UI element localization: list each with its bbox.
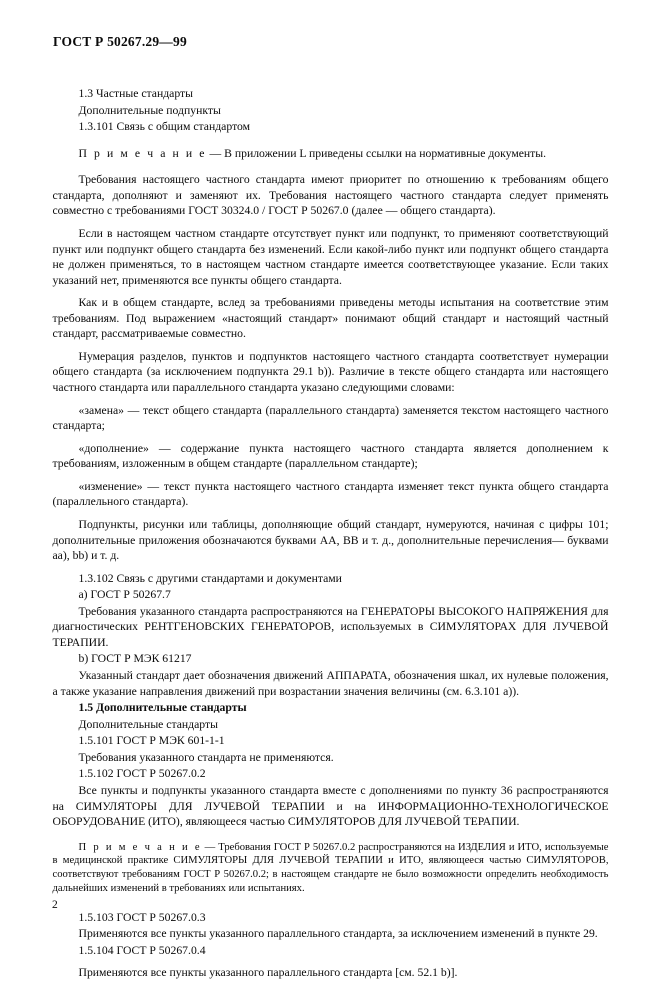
paragraph-4: Нумерация разделов, пунктов и подпунктов настоящего частного стандарта соответствует нумерации общего стандарта (за исключением подпункта 29.1 b)). Различие в тексте общего стандарта или настоящего частного стандарта или параллельного стандарта указано следующими словами: [52, 349, 609, 394]
section-1-3-heading-group [53, 86, 609, 135]
note-1-text: — В приложении L приведены ссылки на нормативные документы. [206, 146, 547, 160]
paragraph-10: Применяются все пункты указанного параллельного стандарта, за исключением изменений в пункте 29. [78, 927, 598, 941]
note-1 [53, 146, 609, 162]
paragraph-7: Указанный стандарт дает обозначения движений АППАРАТА, обозначения шкал, их нулевые положения, а также указание направления движений при возрастании значения величины (см. 6.3.101 а)). [52, 669, 609, 698]
list-item-zamena: «замена» — текст общего стандарта (параллельного стандарта) заменяется текстом настоящего частного стандарта; [52, 403, 609, 433]
paragraph-5: Подпункты, рисунки или таблицы, дополняющие общий стандарт, нумеруются, начиная с цифры 101; дополнительные приложения обозначаются буквами АА, ВВ и т. д., дополнительные перечисления— буквами аа), bb) и т. д. [52, 517, 609, 563]
paragraph-3: Как и в общем стандарте, вслед за требованиями приведены методы испытания на соответствие этим требованиям. Под выражением «настоящий стандарт» понимают общий стандарт и настоящий частный стандарт, рассматриваемые совместно. [52, 296, 609, 341]
paragraph-6: Требования указанного стандарта распространяются на ГЕНЕРАТОРЫ ВЫСОКОГО НАПРЯЖЕНИЯ для диагностических РЕНТГЕНОВСКИХ ГЕНЕРАТОРОВ, используемых в СИМУЛЯТОРАХ ДЛЯ ЛУЧЕВОЙ ТЕРАПИИ. [52, 604, 609, 649]
heading-1-3-102: 1.3.102 Связь с другими стандартами и документами [78, 571, 342, 585]
heading-1-5-103: 1.5.103 ГОСТ Р 50267.0.3 [78, 910, 206, 924]
heading-1-5-102: 1.5.102 ГОСТ Р 50267.0.2 [78, 767, 206, 781]
document-body [53, 86, 609, 981]
paragraph-11: Применяются все пункты указанного параллельного стандарта [см. 52.1 b)]. [78, 966, 458, 980]
page-header: ГОСТ Р 50267.29—99 [53, 34, 187, 49]
heading-1-3-subtitle: Дополнительные подпункты [78, 103, 221, 117]
heading-1-3: 1.3 Частные стандарты [78, 87, 193, 100]
paragraph-2: Если в настоящем частном стандарте отсутствует пункт или подпункт, то применяют соответствующий пункт или подпункт общего стандарта без изменений. Если какой-либо пункт или подпункт общего стандарта не должен применяться, то в настоящем частном стандарте имеется соответствующее указание. Если таких указаний нет, применяются все пункты общего стандарта. [52, 226, 609, 287]
heading-1-5-subtitle: Дополнительные стандарты [78, 717, 218, 731]
heading-item-b-gost-iec-61217: b) ГОСТ Р МЭК 61217 [78, 652, 192, 666]
list-item-izmenenie: «изменение» — текст пункта настоящего частного стандарта изменяет текст пункта общего стандарта (параллельного стандарта). [52, 479, 609, 509]
paragraph-8: Требования указанного стандарта не применяются. [78, 750, 334, 764]
note-1-label: П р и м е ч а н и е [78, 146, 207, 160]
heading-1-3-101: 1.3.101 Связь с общим стандартом [78, 120, 251, 134]
page-number: 2 [52, 899, 58, 911]
list-item-dopolnenie: «дополнение» — содержание пункта настоящего частного стандарта является дополнением к требованиям, изложенным в общем стандарте (параллельном стандарте); [52, 441, 609, 471]
heading-item-a-gost-50267-7: a) ГОСТ Р 50267.7 [78, 588, 171, 602]
note-2-label: П р и м е ч а н и е [78, 841, 202, 853]
note-2-text: — Требования ГОСТ Р 50267.0.2 распространяются на ИЗДЕЛИЯ и ИТО, используемые в медицинской практике СИМУЛЯТОРЫ ДЛЯ ЛУЧЕВОЙ ТЕРАПИИ и ИТО, являющееся частью СИМУЛЯТОРОВ, соответствуют требованиям ГОСТ Р 50267.0.2; в настоящем стандарте не было возможности определить необходимость дальнейших изменений в требованиях или испытаниях. [52, 841, 609, 894]
paragraph-1: Требования настоящего частного стандарта имеют приоритет по отношению к требованиям общего стандарта, дополняют и заменяют их. Требования настоящего частного стандарта следует применять совместно с требованиями ГОСТ 30324.0 / ГОСТ Р 50267.0 (далее — общего стандарта). [52, 173, 609, 218]
heading-1-5-101: 1.5.101 ГОСТ Р МЭК 601-1-1 [78, 734, 225, 748]
note-2 [53, 841, 609, 896]
paragraph-9: Все пункты и подпункты указанного стандарта вместе с дополнениями по пункту 36 распространяются на СИМУЛЯТОРЫ ДЛЯ ЛУЧЕВОЙ ТЕРАПИИ и на ИНФОРМАЦИОННО-ТЕХНОЛОГИЧЕСКОЕ ОБОРУДОВАНИЕ (ИТО), являющееся частью СИМУЛЯТОРОВ ДЛЯ ЛУЧЕВОЙ ТЕРАПИИ. [52, 783, 609, 829]
heading-1-5: 1.5 Дополнительные стандарты [78, 701, 247, 715]
heading-1-5-104: 1.5.104 ГОСТ Р 50267.0.4 [78, 943, 206, 957]
